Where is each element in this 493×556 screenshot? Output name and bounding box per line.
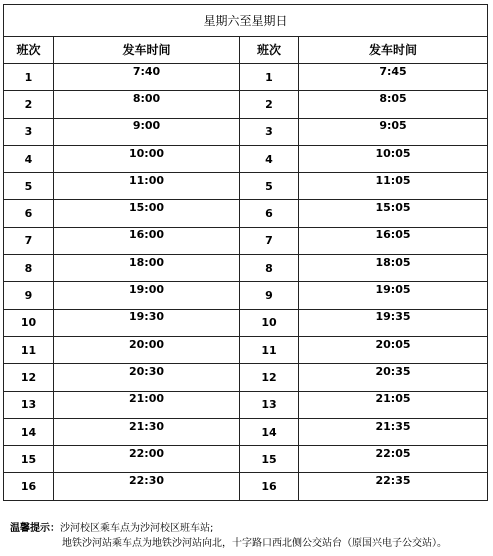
right-index-cell: 10 [240,309,299,336]
right-index-cell: 13 [240,391,299,418]
header-right-index: 班次 [240,37,299,64]
right-time-cell [299,200,488,227]
table-row [4,91,488,118]
table-row [4,118,488,145]
table-row [4,64,488,91]
header-row [4,37,488,64]
right-index-cell: 2 [240,91,299,118]
right-index-cell: 8 [240,255,299,282]
right-time-cell-text: 15:05 [375,201,411,215]
left-index-cell: 5 [4,173,54,200]
right-time-cell-text: 19:05 [375,283,411,297]
right-index-cell: 3 [240,118,299,145]
bus-schedule-table [3,4,488,501]
right-time-cell [299,173,488,200]
right-time-cell [299,473,488,500]
left-time-cell [54,473,240,500]
table-row [4,391,488,418]
right-index-cell: 4 [240,145,299,172]
right-time-cell [299,64,488,91]
left-time-cell-text: 21:00 [128,392,164,406]
table-row [4,473,488,500]
left-index-cell: 9 [4,282,54,309]
left-time-cell-text: 22:30 [128,474,164,488]
left-time-cell [54,391,240,418]
left-time-cell-text: 19:30 [128,310,164,324]
left-time-cell [54,255,240,282]
left-index-cell: 12 [4,364,54,391]
right-time-cell-text: 20:05 [375,337,411,351]
left-time-cell [54,446,240,473]
right-time-cell [299,418,488,445]
right-time-cell-text: 22:05 [375,446,411,460]
table-row [4,364,488,391]
left-time-cell [54,64,240,91]
left-time-cell [54,227,240,254]
left-index-cell: 6 [4,200,54,227]
right-time-cell [299,336,488,363]
right-time-cell [299,118,488,145]
left-time-cell-text: 8:00 [132,91,161,105]
left-time-cell [54,336,240,363]
left-time-cell [54,91,240,118]
title-row [4,5,488,37]
left-index-cell: 16 [4,473,54,500]
left-index-cell: 2 [4,91,54,118]
left-index-cell: 4 [4,145,54,172]
left-index-cell: 11 [4,336,54,363]
right-index-cell: 16 [240,473,299,500]
right-index-cell: 12 [240,364,299,391]
right-time-cell-text: 18:05 [375,255,411,269]
header-left-time: 发车时间 [54,37,240,64]
left-time-cell-text: 20:30 [128,364,164,378]
left-time-cell [54,145,240,172]
table-row [4,336,488,363]
right-time-cell [299,446,488,473]
right-index-cell: 7 [240,227,299,254]
left-time-cell-text: 7:40 [132,64,161,78]
left-time-cell-text: 20:00 [128,337,164,351]
right-time-cell-text: 11:05 [375,173,411,187]
right-time-cell [299,227,488,254]
right-time-cell [299,91,488,118]
right-index-cell: 14 [240,418,299,445]
left-time-cell-text: 11:00 [128,173,164,187]
right-index-cell: 9 [240,282,299,309]
tips-label: 温馨提示： [10,523,60,534]
header-right-time: 发车时间 [299,37,488,64]
right-time-cell-text: 7:45 [379,64,407,78]
left-time-cell-text: 15:00 [128,201,164,215]
right-time-cell [299,282,488,309]
left-time-cell-text: 10:00 [128,146,164,160]
table-row [4,446,488,473]
right-time-cell-text: 9:05 [379,119,407,133]
right-index-cell: 1 [240,64,299,91]
left-time-cell-text: 18:00 [128,255,164,269]
table-row [4,227,488,254]
table-row [4,282,488,309]
left-index-cell: 8 [4,255,54,282]
right-index-cell: 15 [240,446,299,473]
left-time-cell [54,118,240,145]
table-row [4,309,488,336]
left-time-cell-text: 19:00 [128,283,164,297]
left-index-cell: 1 [4,64,54,91]
table-row [4,173,488,200]
right-index-cell: 6 [240,200,299,227]
left-index-cell: 14 [4,418,54,445]
right-time-cell-text: 20:35 [375,364,411,378]
left-time-cell [54,282,240,309]
right-time-cell [299,255,488,282]
left-index-cell: 15 [4,446,54,473]
left-index-cell: 10 [4,309,54,336]
tips-note [10,521,488,551]
table-row [4,418,488,445]
table-row [4,200,488,227]
right-time-cell-text: 21:05 [375,392,411,406]
left-time-cell-text: 22:00 [128,446,164,460]
tips-line-2: 地铁沙河站乘车点为地铁沙河站向北，十字路口西北侧公交站台（原国兴电子公交站）。 [62,538,447,549]
right-time-cell [299,391,488,418]
right-index-cell: 11 [240,336,299,363]
right-time-cell [299,364,488,391]
left-time-cell-text: 21:30 [128,419,164,433]
left-time-cell [54,200,240,227]
right-time-cell [299,309,488,336]
schedule-title: 星期六至星期日 [4,5,488,37]
left-index-cell: 3 [4,118,54,145]
right-time-cell-text: 21:35 [375,419,411,433]
table-row [4,145,488,172]
right-index-cell: 5 [240,173,299,200]
left-time-cell [54,309,240,336]
left-time-cell-text: 9:00 [132,119,161,133]
right-time-cell-text: 22:35 [375,474,411,488]
right-time-cell-text: 8:05 [379,91,407,105]
left-time-cell [54,173,240,200]
table-row [4,255,488,282]
right-time-cell-text: 16:05 [375,228,411,242]
left-time-cell [54,418,240,445]
tips-line-1 [10,521,488,536]
left-time-cell [54,364,240,391]
header-left-index: 班次 [4,37,54,64]
left-time-cell-text: 16:00 [128,228,164,242]
left-index-cell: 7 [4,227,54,254]
right-time-cell [299,145,488,172]
right-time-cell-text: 10:05 [375,146,411,160]
tips-text-1: 沙河校区乘车点为沙河校区班车站; [60,523,214,534]
left-index-cell: 13 [4,391,54,418]
right-time-cell-text: 19:35 [375,310,411,324]
